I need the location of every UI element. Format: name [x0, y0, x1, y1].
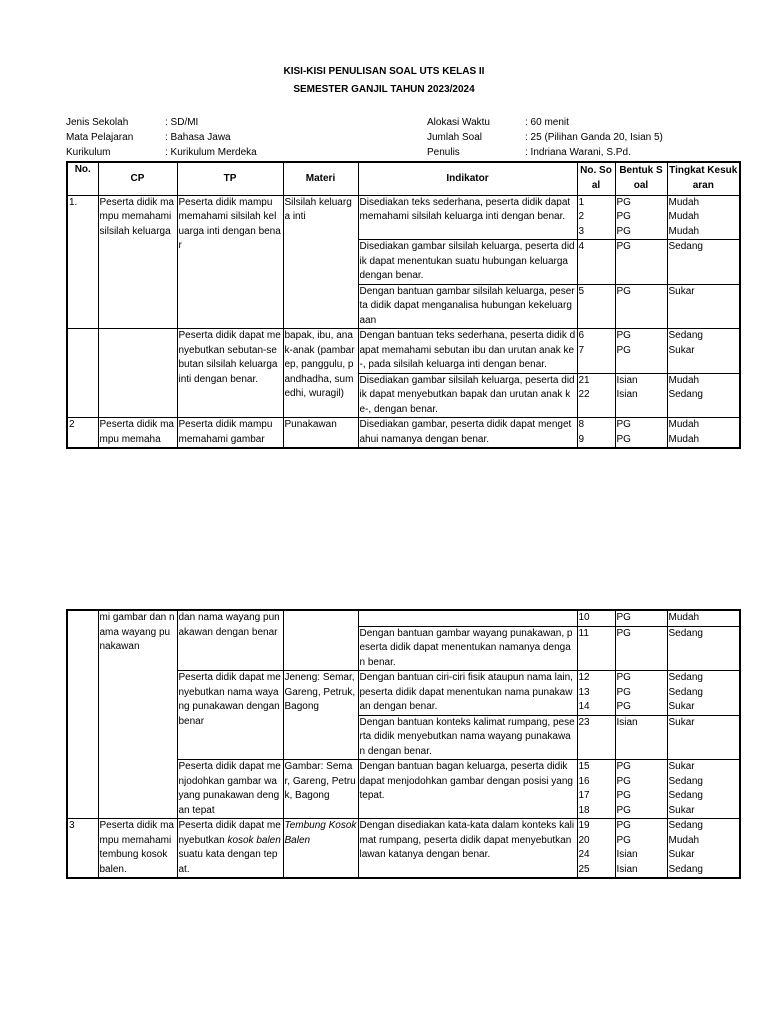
cell-bentuk-soal: PG	[615, 626, 667, 671]
meta-value-jumlah-soal: : 25 (Pilihan Ganda 20, Isian 5)	[525, 132, 663, 143]
tp-text: suatu kata dengan tepat.	[178, 849, 278, 875]
cell-indikator: Disediakan gambar silsilah keluarga, peserta didik dapat menyebutkan bapak dan urutan anak ke-, dengan benar.	[358, 373, 577, 418]
table-row	[67, 610, 740, 626]
meta-label-jumlah-soal: Jumlah Soal	[427, 132, 483, 143]
meta-label-mata-pelajaran: Mata Pelajaran	[66, 132, 134, 143]
cell-indikator: Dengan bantuan ciri-ciri fisik ataupun nama lain, peserta didik dapat menentukan nama punakawan dengan benar.	[358, 671, 577, 716]
cell-tingkat: Sukar Sedang Sedang Sukar	[667, 760, 740, 819]
cell-indikator: Dengan bantuan bagan keluarga, peserta didik dapat menjodohkan gambar dengan posisi yang tepat.	[358, 760, 577, 819]
cell-bentuk-soal: PG PG Isian Isian	[615, 819, 667, 879]
cell-materi	[283, 610, 358, 671]
cell-indikator: Dengan bantuan konteks kalimat rumpang, peserta didik menyebutkan nama wayang punakawan dengan benar.	[358, 715, 577, 760]
meta-value-kurikulum: : Kurikulum Merdeka	[165, 147, 257, 158]
cell-tp: Peserta didik dapat menjodohkan gambar wayang punakawan dengan tepat	[177, 760, 283, 819]
meta-value-jenis-sekolah: : SD/MI	[165, 117, 199, 128]
cell-tp: Peserta didik dapat menyebutkan sebutan-sebutan silsilah keluarga inti dengan benar.	[177, 329, 283, 418]
meta-value-mata-pelajaran: : Bahasa Jawa	[165, 132, 231, 143]
cell-tingkat: Sedang Sukar	[667, 329, 740, 374]
meta-label-jenis-sekolah: Jenis Sekolah	[66, 117, 129, 128]
materi-italic: Tembung Kosok Balen	[284, 820, 357, 846]
cell-bentuk-soal: PG PG PG	[615, 671, 667, 716]
header-indikator: Indikator	[358, 162, 577, 195]
cell-bentuk-soal: Isian Isian	[615, 373, 667, 418]
cell-no	[67, 329, 98, 418]
cell-tingkat: Mudah	[667, 610, 740, 626]
cell-no-soal: 1 2 3	[577, 195, 615, 240]
meta-label-kurikulum: Kurikulum	[66, 147, 111, 158]
cell-tp	[177, 819, 283, 879]
cell-no-soal: 11	[577, 626, 615, 671]
tp-italic-term: kosok balen	[227, 834, 281, 846]
cell-tingkat: Mudah Sedang	[667, 373, 740, 418]
cell-tingkat: Mudah Mudah Mudah	[667, 195, 740, 240]
meta-value-penulis: : Indriana Warani, S.Pd.	[525, 147, 631, 158]
cell-no: 1.	[67, 195, 98, 329]
document-subtitle: SEMESTER GANJIL TAHUN 2023/2024	[293, 84, 475, 95]
cell-bentuk-soal: PG	[615, 240, 667, 285]
cell-indikator: Disediakan gambar, peserta didik dapat mengetahui namanya dengan benar.	[358, 418, 577, 449]
cell-tp: Peserta didik dapat menyebutkan nama wayang punakawan dengan benar	[177, 671, 283, 760]
cell-tingkat: Sedang	[667, 240, 740, 285]
cell-no-soal: 19 20 24 25	[577, 819, 615, 879]
meta-label-alokasi-waktu: Alokasi Waktu	[427, 117, 490, 128]
cell-materi: Gambar: Semar, Gareng, Petruk, Bagong	[283, 760, 358, 819]
cell-no-soal: 15 16 17 18	[577, 760, 615, 819]
cell-indikator: Dengan bantuan gambar wayang punakawan, peserta didik dapat menentukan namanya dengan benar.	[358, 626, 577, 671]
cell-indikator: Disediakan teks sederhana, peserta didik dapat memahami silsilah keluarga inti dengan benar.	[358, 195, 577, 240]
cell-indikator: Dengan bantuan teks sederhana, peserta didik dapat memahami sebutan ibu dan urutan anak ke-, pada silsilah keluarga inti dengan benar.	[358, 329, 577, 374]
cell-no: 2	[67, 418, 98, 449]
cell-tingkat: Sukar	[667, 284, 740, 329]
cell-no-soal: 4	[577, 240, 615, 285]
cell-bentuk-soal: PG PG PG PG	[615, 760, 667, 819]
cell-no-soal: 5	[577, 284, 615, 329]
cell-indikator	[358, 610, 577, 626]
cell-no: 3	[67, 819, 98, 879]
table-row	[67, 418, 740, 449]
kisi-kisi-table-page1	[66, 161, 741, 449]
cell-no-soal: 12 13 14	[577, 671, 615, 716]
kisi-kisi-table-page2	[66, 609, 741, 879]
cell-no-soal: 23	[577, 715, 615, 760]
cell-indikator: Dengan disediakan kata-kata dalam konteks kalimat rumpang, peserta didik dapat menyebutkan lawan katanya dengan benar.	[358, 819, 577, 879]
header-no: No.	[67, 162, 98, 195]
cell-cp: Peserta didik mampu memahami tembung kosok balen.	[98, 819, 177, 879]
cell-indikator: Disediakan gambar silsilah keluarga, peserta didik dapat menentukan suatu hubungan keluarga dengan benar.	[358, 240, 577, 285]
cell-no-soal: 6 7	[577, 329, 615, 374]
cell-materi: bapak, ibu, anak-anak (pambarep, panggulu, pandhadha, sumedhi, wuragil)	[283, 329, 358, 418]
table-row	[67, 195, 740, 240]
cell-cp: Peserta didik mampu memahami silsilah keluarga	[98, 195, 177, 329]
tp-text: Peserta didik dapat menyebutkan	[178, 820, 281, 846]
header-cp: CP	[98, 162, 177, 195]
cell-bentuk-soal: PG PG	[615, 418, 667, 449]
cell-cp: Peserta didik mampu memaha	[98, 418, 177, 449]
cell-no-soal: 8 9	[577, 418, 615, 449]
cell-no	[67, 610, 98, 819]
cell-tp: Peserta didik mampu memahami gambar	[177, 418, 283, 449]
cell-tingkat: Sedang Mudah Sukar Sedang	[667, 819, 740, 879]
cell-indikator: Dengan bantuan gambar silsilah keluarga, peserta didik dapat menganalisa hubungan kekeluargaan	[358, 284, 577, 329]
table-header-row	[67, 162, 740, 195]
cell-bentuk-soal: PG	[615, 610, 667, 626]
cell-bentuk-soal: PG PG PG	[615, 195, 667, 240]
cell-cp: mi gambar dan nama wayang punakawan	[98, 610, 177, 819]
document-title: KISI-KISI PENULISAN SOAL UTS KELAS II	[283, 66, 485, 77]
cell-materi: Jeneng: Semar, Gareng, Petruk, Bagong	[283, 671, 358, 760]
cell-no-soal: 10	[577, 610, 615, 626]
table-row	[67, 819, 740, 879]
header-tingkat-kesukaran: Tingkat Kesukaran	[667, 162, 740, 195]
cell-tp: Peserta didik mampu memahami silsilah keluarga inti dengan benar	[177, 195, 283, 329]
meta-value-alokasi-waktu: : 60 menit	[525, 117, 569, 128]
cell-no-soal: 21 22	[577, 373, 615, 418]
cell-bentuk-soal: PG	[615, 284, 667, 329]
meta-label-penulis: Penulis	[427, 147, 460, 158]
cell-tingkat: Mudah Mudah	[667, 418, 740, 449]
cell-tingkat: Sukar	[667, 715, 740, 760]
cell-tp: dan nama wayang punakawan dengan benar	[177, 610, 283, 671]
header-tp: TP	[177, 162, 283, 195]
header-bentuk-soal: Bentuk Soal	[615, 162, 667, 195]
cell-cp	[98, 329, 177, 418]
cell-tingkat: Sedang	[667, 626, 740, 671]
header-no-soal: No. Soal	[577, 162, 615, 195]
cell-tingkat: Sedang Sedang Sukar	[667, 671, 740, 716]
cell-bentuk-soal: Isian	[615, 715, 667, 760]
table-row	[67, 329, 740, 374]
cell-materi: Punakawan	[283, 418, 358, 449]
cell-materi	[283, 819, 358, 879]
cell-bentuk-soal: PG PG	[615, 329, 667, 374]
header-materi: Materi	[283, 162, 358, 195]
cell-materi: Silsilah keluarga inti	[283, 195, 358, 329]
